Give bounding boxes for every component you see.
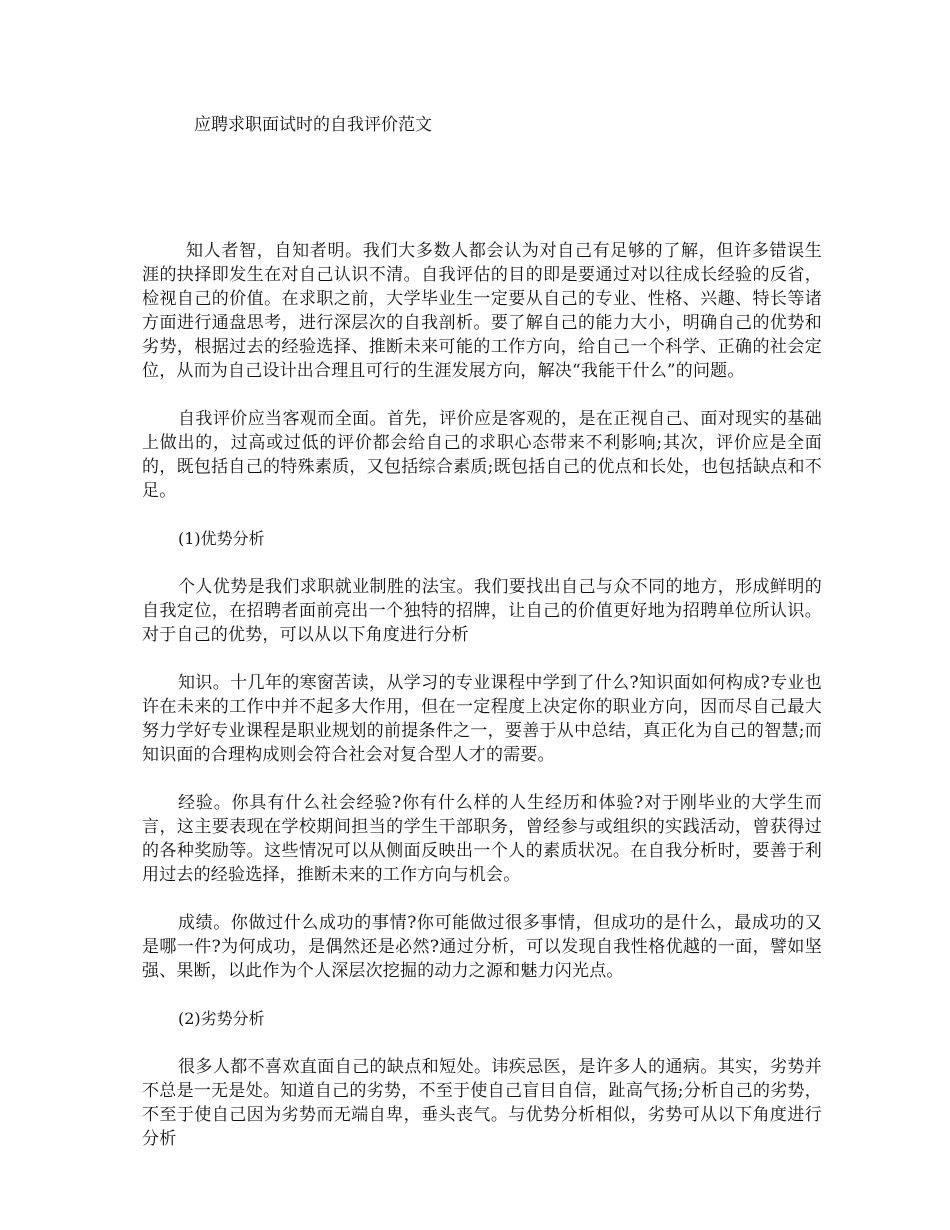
document-title: 应聘求职面试时的自我评价范文 bbox=[194, 115, 432, 135]
paragraph-intro: 知人者智，自知者明。我们大多数人都会认为对自己有足够的了解，但许多错误生涯的抉择即发生在对自己认识不清。自我评估的目的即是要通过对以往成长经验的反省，检视自己的价值。在求职之前，大学毕业生一定要从自己的专业、性格、兴趣、特长等诸方面进行通盘思考，进行深层次的自我剖析。要了解自己的能力大小，明确自己的优势和劣势，根据过去的经验选择、推断未来可能的工作方向，给自己一个科学、正确的社会定位，从而为自己设计出合理且可行的生涯发展方向，解决“我能干什么”的问题。 bbox=[142, 241, 822, 381]
section-heading-weaknesses: (2)劣势分析 bbox=[178, 1009, 265, 1028]
paragraph-experience: 经验。你具有什么社会经验?你有什么样的人生经历和体验?对于刚毕业的大学生而言，这主要表现在学校期间担当的学生干部职务，曾经参与或组织的实践活动，曾获得过的各种奖励等。这些情况可以从侧面反映出一个人的素质状况。在自我分析时，要善于利用过去的经验选择，推断未来的工作方向与机会。 bbox=[142, 793, 822, 885]
section-heading-strengths: (1)优势分析 bbox=[178, 529, 265, 548]
paragraph-weaknesses: 很多人都不喜欢直面自己的缺点和短处。讳疾忌医，是许多人的通病。其实，劣势并不总是一无是处。知道自己的劣势，不至于使自己盲目自信，趾高气扬;分析自己的劣势，不至于使自己因为劣势而无端自卑，垂头丧气。与优势分析相似，劣势可从以下角度进行分析 bbox=[142, 1057, 822, 1149]
paragraph-evaluation: 自我评价应当客观而全面。首先，评价应是客观的，是在正视自己、面对现实的基础上做出的，过高或过低的评价都会给自己的求职心态带来不利影响;其次，评价应是全面的，既包括自己的特殊素质，又包括综合素质;既包括自己的优点和长处，也包括缺点和不足。 bbox=[142, 409, 822, 501]
paragraph-strengths: 个人优势是我们求职就业制胜的法宝。我们要找出自己与众不同的地方，形成鲜明的自我定位，在招聘者面前亮出一个独特的招牌，让自己的价值更好地为招聘单位所认识。对于自己的优势，可以从以下角度进行分析 bbox=[142, 577, 822, 645]
paragraph-achievements: 成绩。你做过什么成功的事情?你可能做过很多事情，但成功的是什么，最成功的又是哪一件?为何成功，是偶然还是必然?通过分析，可以发现自我性格优越的一面，譬如坚强、果断，以此作为个人深层次挖掘的动力之源和魅力闪光点。 bbox=[142, 913, 822, 981]
document-body bbox=[142, 239, 822, 1175]
paragraph-knowledge: 知识。十几年的寒窗苦读，从学习的专业课程中学到了什么?知识面如何构成?专业也许在未来的工作中并不起多大作用，但在一定程度上决定你的职业方向，因而尽自己最大努力学好专业课程是职业规划的前提条件之一，要善于从中总结，真正化为自己的智慧;而知识面的合理构成则会符合社会对复合型人才的需要。 bbox=[142, 673, 822, 765]
